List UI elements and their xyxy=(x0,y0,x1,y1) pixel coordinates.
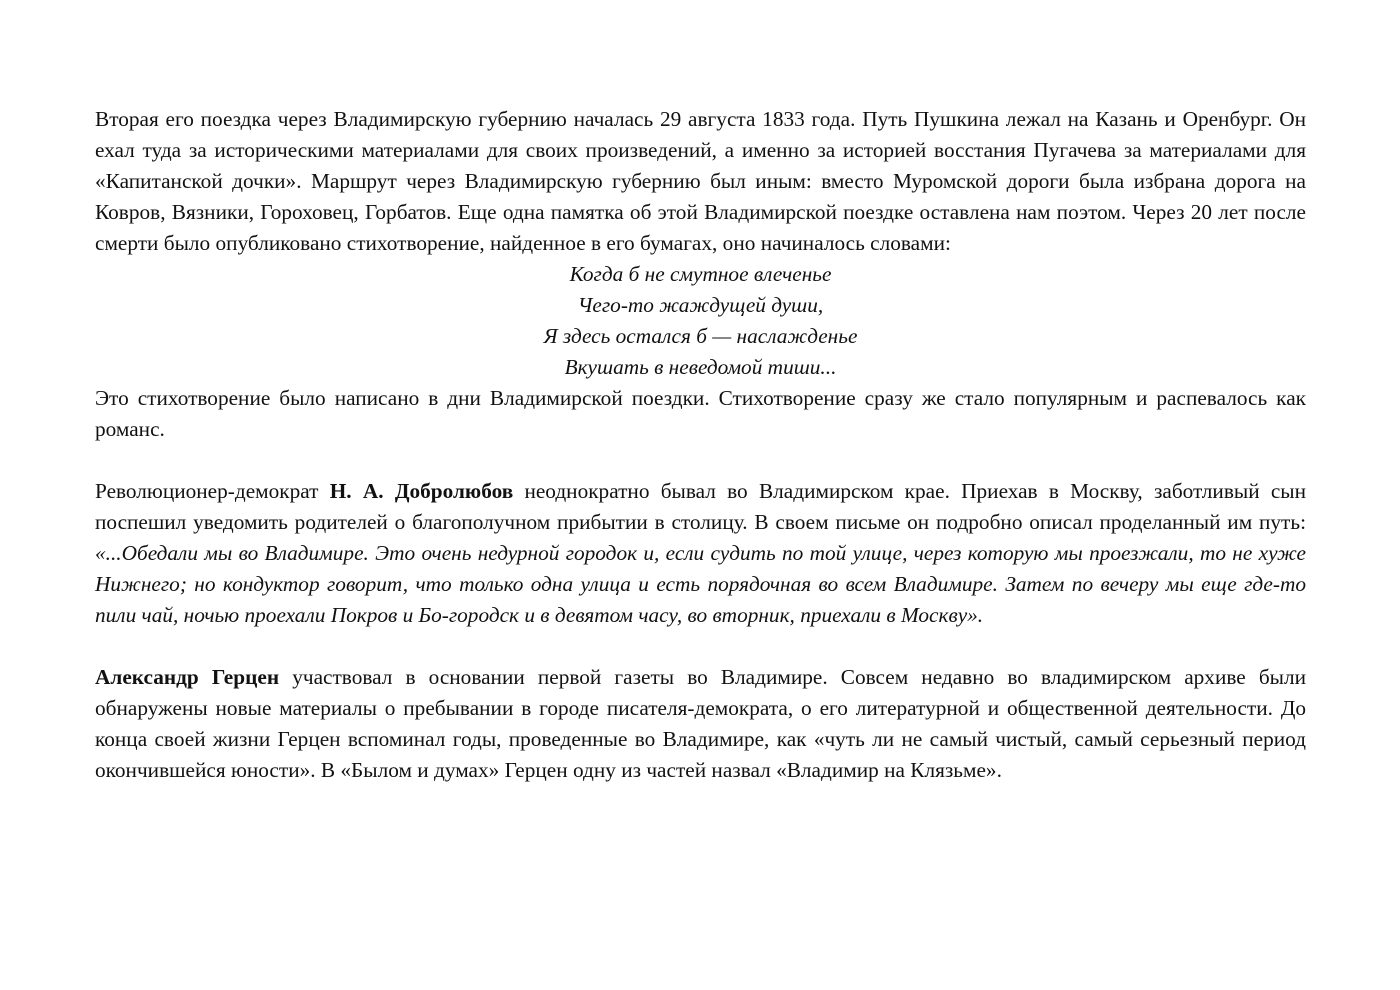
pushkin-paragraph xyxy=(95,104,1306,259)
dobrolyubov-intro: Революционер-демократ xyxy=(95,479,330,503)
dobrolyubov-paragraph xyxy=(95,476,1306,631)
poem-line: Я здесь остался б — наслажденье xyxy=(543,324,858,348)
herzen-name: Александр Герцен xyxy=(95,665,280,689)
document-page xyxy=(95,104,1306,786)
herzen-text: участвовал в основании первой газеты во Владимире. Совсем недавно во владимирском архиве были обнаружены новые материалы о пребывании в городе писателя-демократа, о его литературной и общественной деятельности. До конца своей жизни Герцен вспоминал годы, проведенные во Владимире, как «чуть ли не самый чистый, самый серьезный период окончившейся юности». В «Былом и думах» Герцен одну из частей назвал «Владимир на Клязьме». xyxy=(95,665,1306,782)
poem-line: Когда б не смутное влеченье xyxy=(569,262,832,286)
poem-line: Вкушать в неведомой тиши... xyxy=(564,355,837,379)
paragraph-spacer xyxy=(95,631,1306,662)
paragraph-spacer xyxy=(95,445,1306,476)
poem-line: Чего-то жаждущей души, xyxy=(577,293,824,317)
poem-comment-text: Это стихотворение было написано в дни Владимирской поездки. Стихотворение сразу же стало популярным и распевалось как романс. xyxy=(95,386,1306,441)
herzen-paragraph xyxy=(95,662,1306,786)
poem-comment-paragraph xyxy=(95,383,1306,445)
pushkin-paragraph-text: Вторая его поездка через Владимирскую губернию началась 29 августа 1833 года. Путь Пушкина лежал на Казань и Оренбург. Он ехал туда за историческими материалами для своих произведений, а именно за историей восстания Пугачева за материалами для «Капитанской дочки». Маршрут через Владимирскую губернию был иным: вместо Муромской дороги была избрана дорога на Ковров, Вязники, Гороховец, Горбатов. Еще одна памятка об этой Владимирской поездке оставлена нам поэтом. Через 20 лет после смерти было опубликовано стихотворение, найденное в его бумагах, оно начиналось словами: xyxy=(95,107,1306,255)
poem-quote xyxy=(95,259,1306,383)
dobrolyubov-letter-quote: «...Обедали мы во Владимире. Это очень недурной городок и, если судить по той улице, через которую мы проезжали, то не хуже Нижнего; но кондуктор говорит, что только одна улица и есть порядочная во всем Владимире. Затем по вечеру мы еще где-то пили чай, ночью проехали Покров и Бо-городск и в девятом часу, во вторник, приехали в Москву». xyxy=(95,541,1306,627)
dobrolyubov-name: Н. А. Добролюбов xyxy=(329,479,514,503)
dobrolyubov-text: неоднократно бывал во Владимирском крае. Приехав в Москву, заботливый сын поспешил уведомить родителей о благополучном прибытии в столицу. В своем письме он подробно описал проделанный им путь: xyxy=(95,479,1306,534)
